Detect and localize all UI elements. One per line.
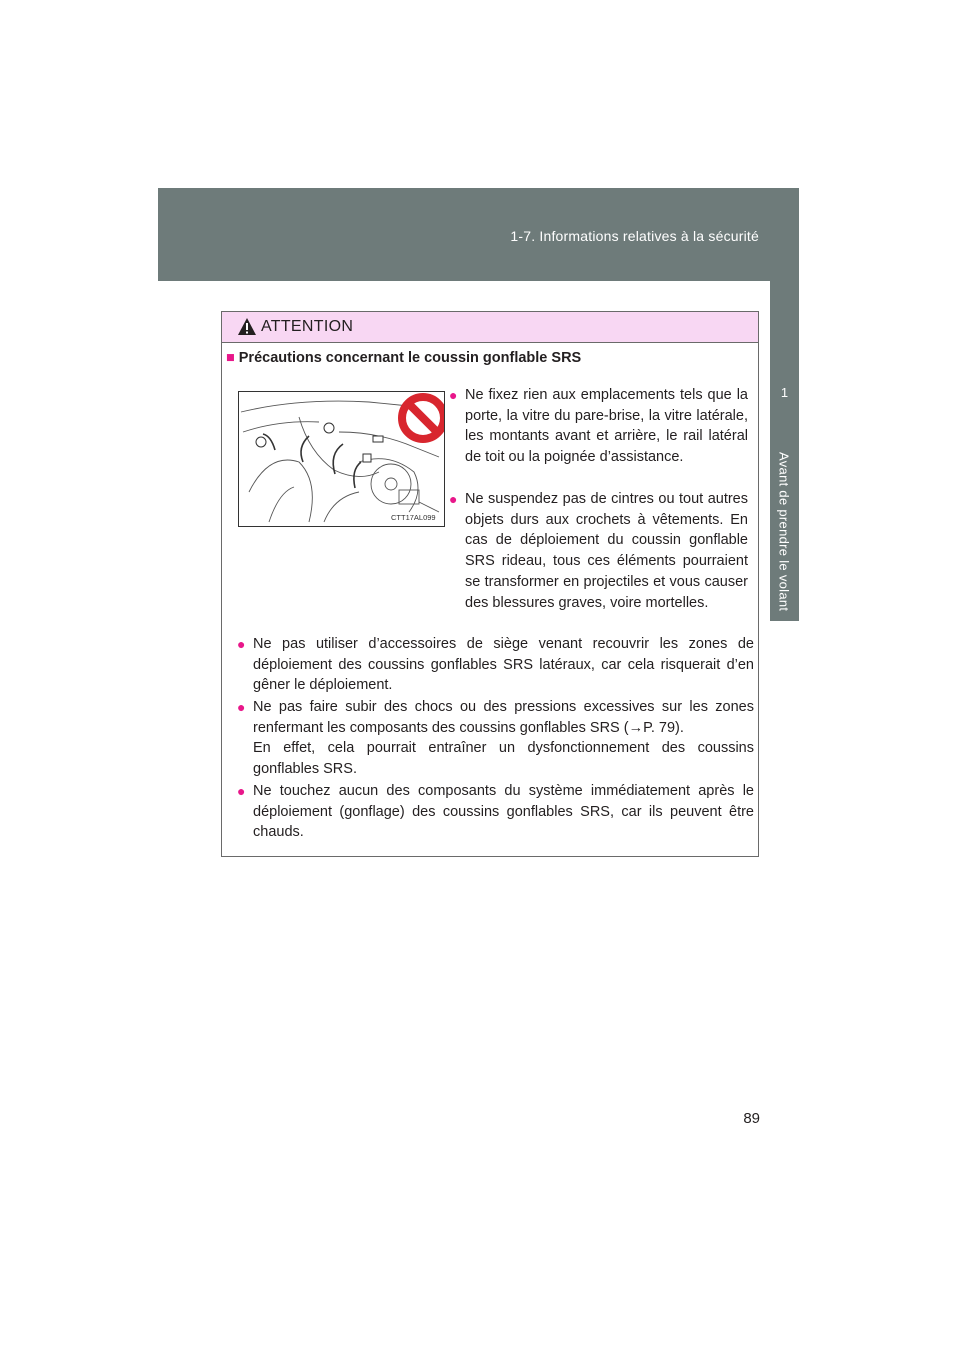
list-item	[237, 697, 754, 780]
bullet-text-continued: En effet, cela pourrait entraîner un dysfonctionnement des coussins gonflables SRS.	[253, 740, 754, 778]
bullet-dot-icon: ●	[237, 699, 246, 715]
chapter-number: 1	[780, 385, 789, 400]
header-bar	[158, 188, 799, 281]
attention-title: ATTENTION	[261, 318, 354, 335]
bullet-dot-icon: ●	[237, 783, 246, 799]
bullet-text: Ne pas faire subir des chocs ou des pressions excessives sur les zones renfermant les composants des coussins gonflables SRS (→P. 79).	[253, 699, 754, 736]
figure-code: CTT17AL099	[391, 513, 436, 522]
list-item	[237, 634, 754, 696]
section-title: 1-7. Informations relatives à la sécurité	[510, 228, 759, 244]
bullet-text: Ne suspendez pas de cintres ou tout autres objets durs aux crochets à vêtements. En cas de déploiement du coussin gonflable SRS rideau, tous ces éléments pourraient se transformer en projectiles et vous causer des blessures graves, voire mortelles.	[465, 491, 748, 611]
chapter-title-text: Avant de prendre le volant	[776, 452, 792, 612]
section-heading-text: Précautions concernant le coussin gonflable SRS	[238, 350, 582, 366]
list-item	[449, 385, 748, 468]
section-heading	[226, 350, 581, 366]
bullet-dot-icon: ●	[449, 491, 458, 507]
bullet-text: Ne fixez rien aux emplacements tels que la porte, la vitre du pare-brise, la vitre latérale, les montants avant et arrière, le rail latéral de toit ou la poignée d’assistance.	[465, 387, 748, 466]
list-item	[237, 781, 754, 843]
warning-triangle-icon	[237, 317, 257, 336]
attention-header	[222, 312, 758, 343]
page-number: 89	[743, 1110, 760, 1127]
list-item	[449, 489, 748, 613]
bullet-dot-icon: ●	[237, 636, 246, 652]
chapter-title	[771, 447, 797, 617]
bullet-text: Ne touchez aucun des composants du système immédiatement après le déploiement (gonflage) des coussins gonflables SRS, car ils peuvent être chauds.	[253, 783, 754, 841]
bullet-dot-icon: ●	[449, 387, 458, 403]
chapter-tab	[770, 367, 799, 440]
car-interior-illustration	[239, 392, 444, 526]
airbag-illustration	[238, 391, 445, 527]
square-bullet-icon: ■	[226, 350, 235, 366]
attention-box	[221, 311, 759, 857]
bullet-text: Ne pas utiliser d’accessoires de siège venant recouvrir les zones de déploiement des coussins gonflables SRS latéraux, car cela risquerait d’en gêner le déploiement.	[253, 636, 754, 694]
